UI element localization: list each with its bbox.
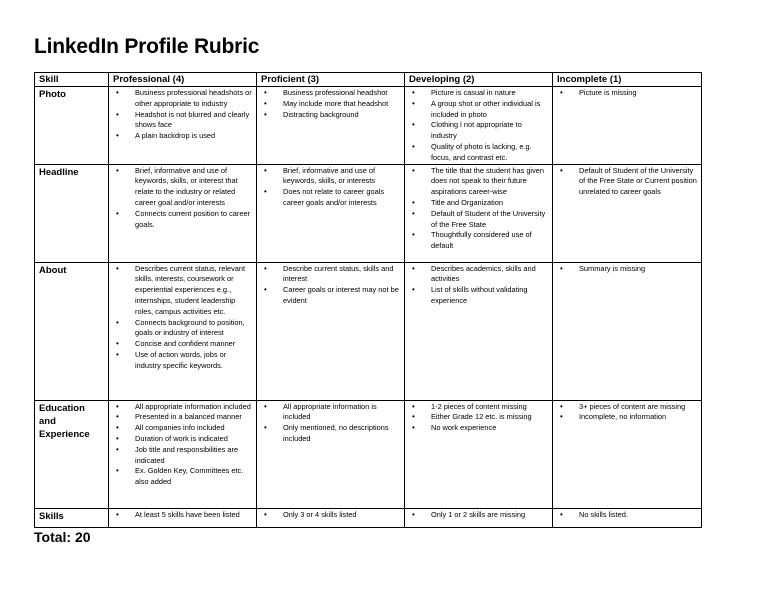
criteria-item: • No work experience bbox=[409, 423, 548, 434]
criteria-cell-developing bbox=[405, 508, 553, 527]
criteria-item: • Job title and responsibilities are indicated bbox=[113, 445, 252, 467]
criteria-item: • All companies info included bbox=[113, 423, 252, 434]
criteria-list bbox=[261, 264, 400, 307]
criteria-item: • No skills listed. bbox=[557, 510, 697, 521]
criteria-item: • Use of action words, jobs or industry specific keywords. bbox=[113, 350, 252, 372]
criteria-cell-incomplete bbox=[553, 508, 702, 527]
criteria-list bbox=[557, 402, 697, 424]
criteria-item: • Duration of work is indicated bbox=[113, 434, 252, 445]
criteria-cell-professional bbox=[109, 87, 257, 165]
criteria-item: • A plain backdrop is used bbox=[113, 131, 252, 142]
criteria-item: • Ex. Golden Key, Committees etc. also added bbox=[113, 466, 252, 488]
criteria-item: • Distracting background bbox=[261, 110, 400, 121]
criteria-cell-proficient bbox=[257, 262, 405, 400]
criteria-cell-developing bbox=[405, 400, 553, 508]
criteria-item: • Only 1 or 2 skills are missing bbox=[409, 510, 548, 521]
criteria-item: • Headshot is not blurred and clearly shows face bbox=[113, 110, 252, 132]
criteria-cell-developing bbox=[405, 262, 553, 400]
criteria-item: • Career goals or interest may not be evident bbox=[261, 285, 400, 307]
criteria-list bbox=[557, 88, 697, 99]
criteria-item: • Clothing l not appropriate to industry bbox=[409, 120, 548, 142]
criteria-item: • Connects background to position, goals or industry of interest bbox=[113, 318, 252, 340]
rubric-body bbox=[35, 87, 702, 528]
criteria-item: • Concise and confident manner bbox=[113, 339, 252, 350]
criteria-item: • Describe current status, skills and interest bbox=[261, 264, 400, 286]
criteria-list bbox=[557, 166, 697, 198]
total-score: Total: 20 bbox=[34, 529, 91, 545]
criteria-item: • 3+ pieces of content are missing bbox=[557, 402, 697, 413]
skill-name: Education and Experience bbox=[35, 400, 109, 508]
criteria-item: • Thoughtfully considered use of default bbox=[409, 230, 548, 252]
page-title: LinkedIn Profile Rubric bbox=[34, 35, 260, 58]
criteria-cell-professional bbox=[109, 400, 257, 508]
criteria-list bbox=[113, 166, 252, 231]
criteria-item: • A group shot or other individual is included in photo bbox=[409, 99, 548, 121]
header-proficient: Proficient (3) bbox=[257, 73, 405, 87]
criteria-cell-professional bbox=[109, 262, 257, 400]
criteria-list bbox=[261, 510, 400, 521]
criteria-list bbox=[557, 510, 697, 521]
criteria-cell-incomplete bbox=[553, 262, 702, 400]
criteria-item: • Describes current status, relevant skills, interests, coursework or experiential experiences e.g., internships, student leadership roles, campus activities etc. bbox=[113, 264, 252, 318]
criteria-item: • Brief, informative and use of keywords, skills, or interest that relate to the industry or related career goal and/or interests bbox=[113, 166, 252, 209]
criteria-item: • Only mentioned, no descriptions included bbox=[261, 423, 400, 445]
table-row bbox=[35, 508, 702, 527]
criteria-list bbox=[113, 264, 252, 372]
criteria-item: • All appropriate information included bbox=[113, 402, 252, 413]
header-skill: Skill bbox=[35, 73, 109, 87]
criteria-item: • Summary is missing bbox=[557, 264, 697, 275]
criteria-item: • Only 3 or 4 skills listed bbox=[261, 510, 400, 521]
criteria-item: • Incomplete, no information bbox=[557, 412, 697, 423]
header-developing: Developing (2) bbox=[405, 73, 553, 87]
criteria-item: • Connects current position to career goals. bbox=[113, 209, 252, 231]
criteria-item: • The title that the student has given does not speak to their future aspirations career-wise bbox=[409, 166, 548, 198]
criteria-item: • Describes academics, skills and activities bbox=[409, 264, 548, 286]
criteria-list bbox=[409, 510, 548, 521]
skill-name: Skills bbox=[35, 508, 109, 527]
criteria-cell-incomplete bbox=[553, 87, 702, 165]
criteria-item: • Picture is missing bbox=[557, 88, 697, 99]
criteria-item: • At least 5 skills have been listed bbox=[113, 510, 252, 521]
criteria-item: • May include more that headshot bbox=[261, 99, 400, 110]
table-row bbox=[35, 262, 702, 400]
skill-name: About bbox=[35, 262, 109, 400]
criteria-list bbox=[261, 88, 400, 120]
skill-name: Photo bbox=[35, 87, 109, 165]
criteria-list bbox=[557, 264, 697, 275]
criteria-item: • Quality of photo is lacking, e.g. focus, and contrast etc. bbox=[409, 142, 548, 164]
criteria-list bbox=[261, 402, 400, 445]
criteria-list bbox=[261, 166, 400, 209]
criteria-cell-professional bbox=[109, 164, 257, 262]
criteria-item: • Brief, informative and use of keywords, skills, or interests bbox=[261, 166, 400, 188]
criteria-item: • Business professional headshots or other appropriate to industry bbox=[113, 88, 252, 110]
criteria-item: • 1-2 pieces of content missing bbox=[409, 402, 548, 413]
criteria-item: • Does not relate to career goals career goals and/or interests bbox=[261, 187, 400, 209]
criteria-cell-professional bbox=[109, 508, 257, 527]
header-incomplete: Incomplete (1) bbox=[553, 73, 702, 87]
criteria-item: • Presented in a balanced manner bbox=[113, 412, 252, 423]
criteria-item: • Default of Student of the University of the Free State bbox=[409, 209, 548, 231]
skill-name: Headline bbox=[35, 164, 109, 262]
criteria-list bbox=[409, 88, 548, 164]
table-row bbox=[35, 400, 702, 508]
table-row bbox=[35, 87, 702, 165]
criteria-cell-proficient bbox=[257, 400, 405, 508]
criteria-cell-developing bbox=[405, 164, 553, 262]
table-header-row bbox=[35, 73, 702, 87]
criteria-item: • Picture is casual in nature bbox=[409, 88, 548, 99]
criteria-item: • All appropriate information is included bbox=[261, 402, 400, 424]
criteria-item: • Business professional headshot bbox=[261, 88, 400, 99]
criteria-cell-developing bbox=[405, 87, 553, 165]
criteria-list bbox=[113, 402, 252, 488]
table-row bbox=[35, 164, 702, 262]
criteria-list bbox=[113, 510, 252, 521]
criteria-item: • Either Grade 12 etc. is missing bbox=[409, 412, 548, 423]
criteria-cell-proficient bbox=[257, 164, 405, 262]
criteria-list bbox=[113, 88, 252, 142]
criteria-cell-incomplete bbox=[553, 400, 702, 508]
criteria-list bbox=[409, 264, 548, 307]
criteria-item: • List of skills without validating experience bbox=[409, 285, 548, 307]
rubric-table bbox=[34, 72, 702, 528]
criteria-cell-proficient bbox=[257, 87, 405, 165]
criteria-item: • Title and Organization bbox=[409, 198, 548, 209]
criteria-cell-proficient bbox=[257, 508, 405, 527]
criteria-list bbox=[409, 402, 548, 434]
header-professional: Professional (4) bbox=[109, 73, 257, 87]
criteria-list bbox=[409, 166, 548, 252]
criteria-item: • Default of Student of the University of the Free State or Current position unrelated to career goals bbox=[557, 166, 697, 198]
criteria-cell-incomplete bbox=[553, 164, 702, 262]
